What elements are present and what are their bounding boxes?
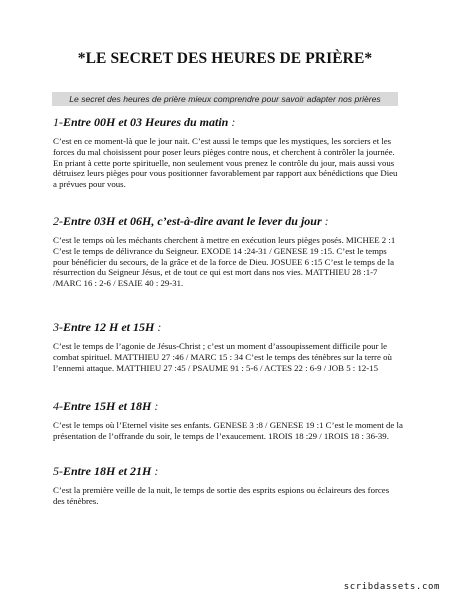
section-heading-text: Entre 15H et 18H — [63, 399, 152, 413]
section-heading-text: Entre 12 H et 15H — [63, 320, 155, 334]
source-watermark: scribdassets.com — [343, 582, 440, 592]
section-heading-colon: : — [321, 214, 329, 228]
section-4 — [53, 399, 403, 442]
section-3 — [53, 320, 403, 373]
page-title: *LE SECRET DES HEURES DE PRIÈRE* — [77, 50, 373, 67]
section-2 — [53, 214, 403, 289]
section-number: 1- — [53, 115, 63, 129]
section-heading — [53, 320, 403, 335]
section-body: C’est le temps où l’Eternel visite ses enfants. GENESE 3 :8 / GENESE 19 :1 C’est le moment de la présentation de l’offrande du soir, le temps de l’exaucement. 1ROIS 18 :29 / 1ROIS 18 : 36-39. — [53, 420, 403, 441]
section-heading — [53, 214, 403, 229]
section-heading-text: Entre 00H et 03 Heures du matin — [63, 115, 229, 129]
section-number: 4- — [53, 399, 63, 413]
section-1 — [53, 115, 403, 190]
section-body: C’est le temps de l’agonie de Jésus-Christ ; c’est un moment d’assoupissement difficile pour le combat spirituel. MATTHIEU 27 :46 / MARC 15 : 34 C’est le temps des ténèbres sur la terre où l’ennemi attaque. MATTHIEU 27 :45 / PSAUME 91 : 5-6 / ACTES 22 : 6-9 / JOB 5 : 12-15 — [53, 341, 392, 373]
subtitle-banner: Le secret des heures de prière mieux comprendre pour savoir adapter nos prières — [52, 92, 398, 106]
section-heading-colon: : — [154, 320, 162, 334]
section-heading — [53, 464, 403, 479]
section-number: 3- — [53, 320, 63, 334]
section-heading — [53, 115, 403, 130]
section-number: 2- — [53, 214, 63, 228]
section-5 — [53, 464, 403, 507]
section-body: C’est en ce moment-là que le jour nait. C’est aussi le temps que les mystiques, les sorciers et les forces du mal choisissent pour poser leurs pièges contre nous, et cherchent à contrôler la journée. En priant à cette porte spirituelle, non seulement vous prenez le contrôle du jour, mais aussi vous détruisez leurs pièges pour vous positionner favorablement par rapport aux bénédictions que Dieu a prévues pour vous. — [53, 136, 398, 190]
section-body: C’est la première veille de la nuit, le temps de sortie des esprits espions ou éclaireurs des forces des ténèbres. — [53, 485, 390, 506]
section-heading-colon: : — [228, 115, 236, 129]
section-heading-text: Entre 03H et 06H, c’est-à-dire avant le lever du jour — [63, 214, 322, 228]
section-number: 5- — [53, 464, 63, 478]
section-heading-text: Entre 18H et 21H — [63, 464, 152, 478]
section-heading — [53, 399, 403, 414]
section-heading-colon: : — [151, 464, 159, 478]
section-heading-colon: : — [151, 399, 159, 413]
section-body: C’est le temps où les méchants cherchent à mettre en exécution leurs pièges posés. MICHEE 2 :1 C’est le temps de délivrance du Seigneur. EXODE 14 :24-31 / GENESE 19 :15. C’est le temps pour bénéficier du secours, de la grâce et de la force de Dieu. JOSUEE 6 :15 C’est le temps de la résurrection du Seigneur Jésus, et de tout ce qui est mort dans nos vies. MATTHIEU 28 :1-7 /MARC 16 : 2-6 / ESAIE 40 : 29-31. — [53, 235, 396, 289]
